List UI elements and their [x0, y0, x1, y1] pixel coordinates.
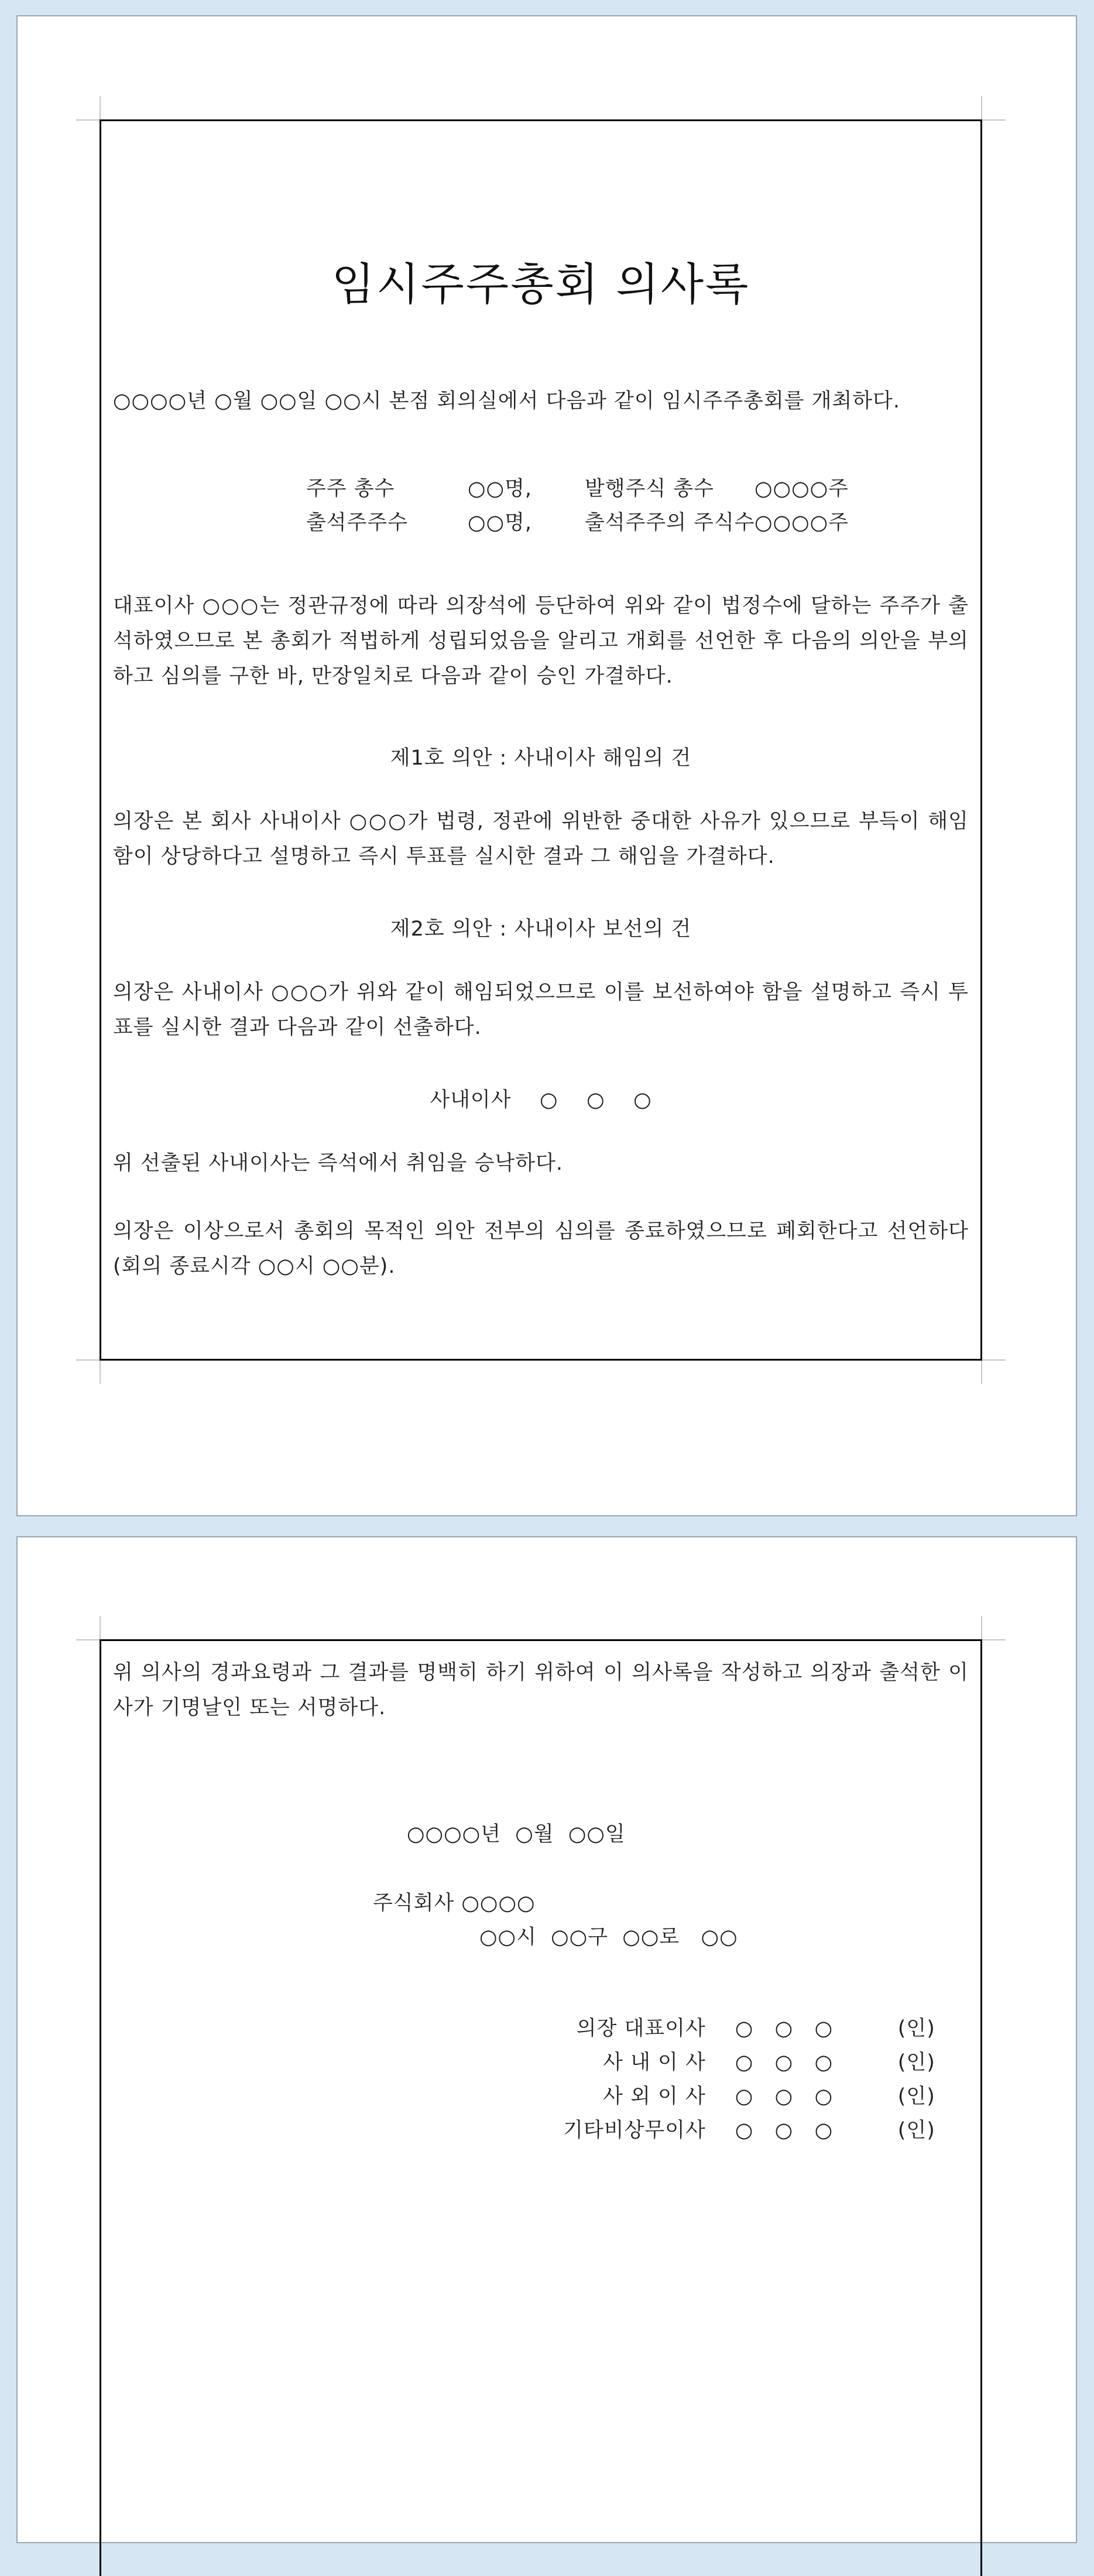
stat-label: 출석주주의 주식수 [585, 511, 755, 535]
crop-mark [76, 119, 100, 121]
crop-mark [982, 119, 1006, 121]
record-statement: 위 의사의 경과요령과 그 결과를 명백히 하기 위하여 이 의사록을 작성하고 의장과 출석한 이사가 기명날인 또는 서명하다. [113, 1661, 969, 1719]
seal-mark: (인) [897, 2085, 935, 2108]
agenda-1-title: 제1호 의안 : 사내이사 해임의 건 [390, 746, 692, 770]
signatory-role: 의장 대표이사 [576, 2017, 706, 2040]
content-frame [100, 1639, 982, 2576]
stat-label: 주주 총수 [306, 477, 395, 501]
elected-director: 사내이사 ○ ○ ○ [430, 1088, 652, 1112]
crop-mark [981, 1616, 982, 1639]
seal-mark: (인) [897, 2051, 935, 2074]
crop-mark [76, 1359, 100, 1361]
closing-paragraph: 의장은 이상으로서 총회의 목적인 의안 전부의 심의를 종료하였으므로 폐회한다고 선언하다(회의 종료시각 ○○시 ○○분). [113, 1220, 969, 1278]
stats-row-attendance [306, 506, 849, 536]
seal-mark: (인) [897, 2119, 935, 2142]
content-frame [100, 119, 982, 1361]
crop-mark [981, 1361, 982, 1384]
company-address: ○○시 ○○구 ○○로 ○○ [479, 1926, 738, 1949]
seal-mark: (인) [897, 2017, 935, 2040]
agenda-1-body: 의장은 본 회사 사내이사 ○○○가 법령, 정관에 위반한 중대한 사유가 있으므로 부득이 해임함이 상당하다고 설명하고 즉시 투표를 실시한 결과 그 해임을 가결하다. [113, 810, 969, 868]
document-page-1 [16, 15, 1077, 1516]
signatory-role: 기타비상무이사 [563, 2119, 706, 2142]
opening-paragraph: 대표이사 ○○○는 정관규정에 따라 의장석에 등단하여 위와 같이 법정수에 달하는 주주가 출석하였으므로 본 총회가 적법하게 성립되었음을 알리고 개회를 선언한 후 다음의 의안을 부의하고 심의를 구한 바, 만장일치로 다음과 같이 승인 가결하다. [113, 594, 969, 688]
crop-mark [982, 1639, 1006, 1640]
record-date: ○○○○년 ○월 ○○일 [407, 1823, 626, 1846]
crop-mark [982, 1359, 1006, 1361]
signatory-role: 사 내 이 사 [603, 2051, 706, 2074]
agenda-2-body: 의장은 사내이사 ○○○가 위와 같이 해임되었으므로 이를 보선하여야 함을 설명하고 즉시 투표를 실시한 결과 다음과 같이 선출하다. [113, 981, 969, 1039]
signatory-name: ○ ○ ○ [735, 2085, 834, 2108]
company-name: 주식회사 ○○○○ [373, 1892, 536, 1915]
crop-mark [100, 96, 101, 119]
signatory-role: 사 외 이 사 [603, 2085, 706, 2108]
agenda-2-title: 제2호 의안 : 사내이사 보선의 건 [390, 917, 692, 941]
signatory-row [499, 2091, 935, 2167]
crop-mark [100, 1361, 101, 1384]
acceptance-statement: 위 선출된 사내이사는 즉석에서 취임을 승낙하다. [113, 1152, 563, 1175]
document-page-2 [16, 1536, 1077, 2543]
document-title: 임시주주총회 의사록 [331, 258, 750, 310]
crop-mark [76, 1639, 100, 1640]
crop-mark [100, 1616, 101, 1639]
stats-row-shareholders [306, 472, 849, 502]
stat-value: ○○○○주 [755, 477, 849, 501]
signatory-name: ○ ○ ○ [735, 2119, 834, 2142]
signatory-name: ○ ○ ○ [735, 2051, 834, 2074]
stat-value: ○○명, [468, 511, 533, 535]
crop-mark [981, 96, 982, 119]
stat-value: ○○○○주 [755, 511, 849, 535]
signatory-name: ○ ○ ○ [735, 2017, 834, 2040]
stat-label: 출석주주수 [306, 511, 409, 535]
stat-label: 발행주식 총수 [585, 477, 714, 501]
stat-value: ○○명, [468, 477, 533, 501]
meeting-intro: ○○○○년 ○월 ○○일 ○○시 본점 회의실에서 다음과 같이 임시주주총회를 개최하다. [113, 389, 900, 413]
